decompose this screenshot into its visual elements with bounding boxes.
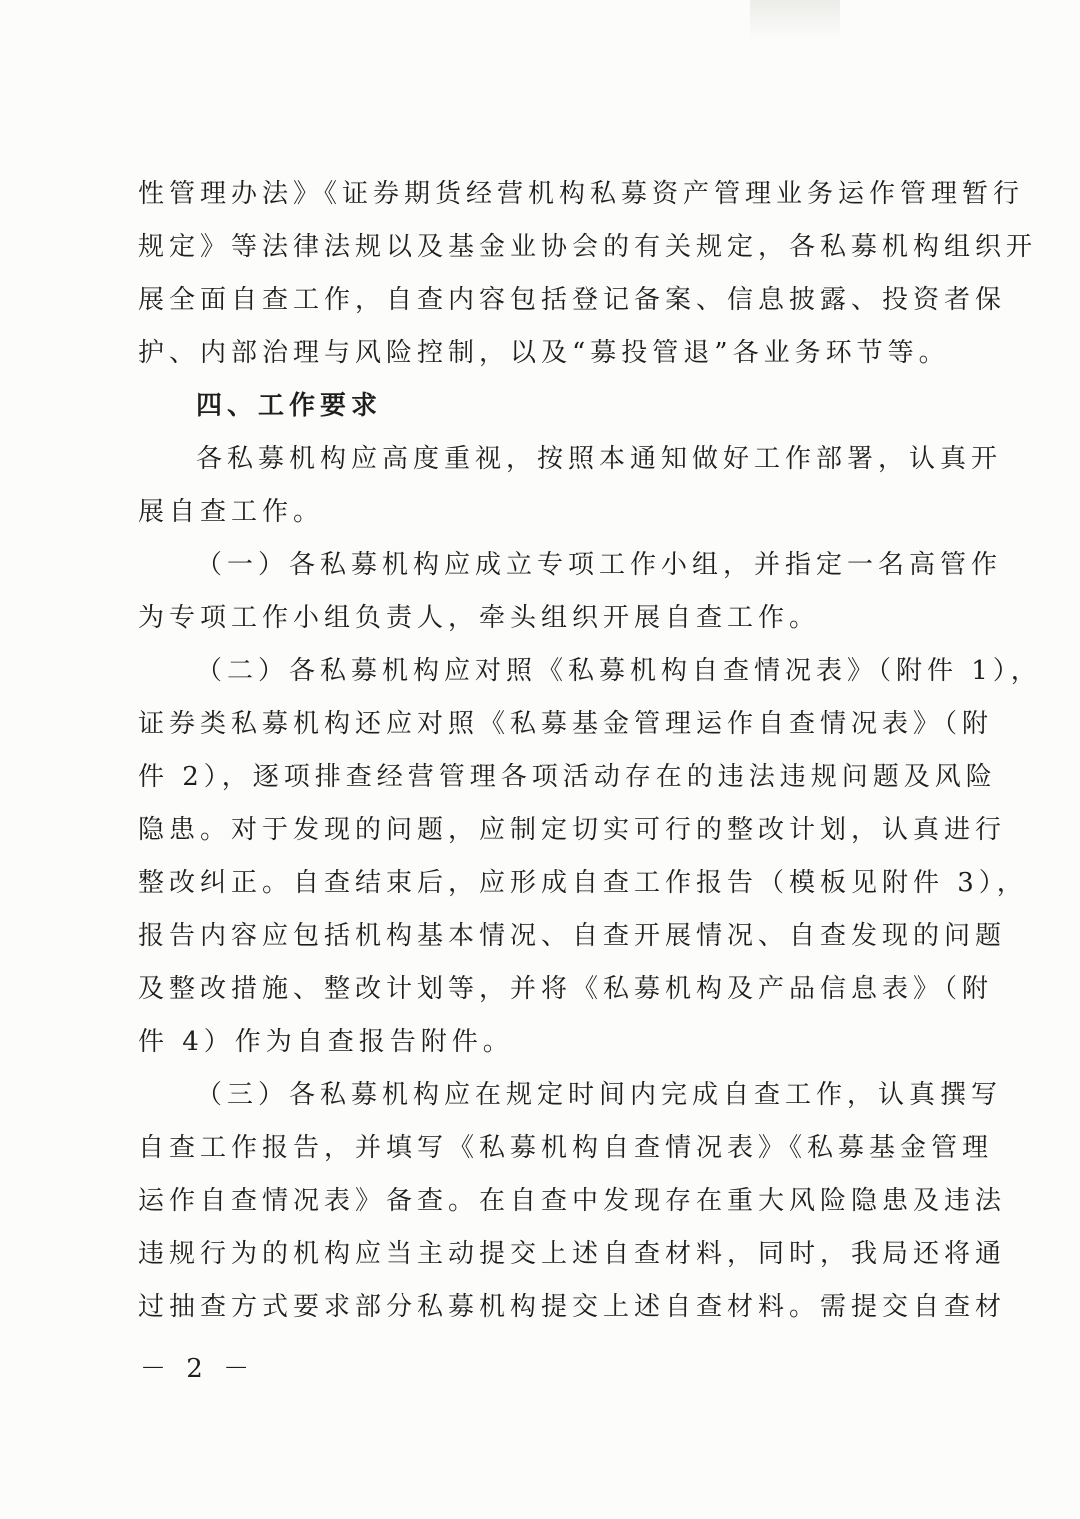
- document-body: [138, 168, 1042, 1334]
- page-number: － 2 －: [140, 1354, 256, 1384]
- text-line: 性管理办法》《证券期货经营机构私募资产管理业务运作管理暂行: [138, 179, 1025, 209]
- text-line: 及整改措施、整改计划等，并将《私募机构及产品信息表》（附: [138, 974, 994, 1004]
- text-line: 报告内容应包括机构基本情况、自查开展情况、自查发现的问题: [138, 921, 1007, 951]
- text-line: 件 2），逐项排查经营管理各项活动存在的违法违规问题及风险: [138, 762, 997, 792]
- scan-artifact: [750, 0, 840, 40]
- text-line: 规定》等法律法规以及基金业协会的有关规定，各私募机构组织开: [138, 232, 1038, 262]
- text-line: 为专项工作小组负责人，牵头组织开展自查工作。: [138, 603, 821, 633]
- text-line: 证券类私募机构还应对照《私募基金管理运作自查情况表》（附: [138, 709, 994, 739]
- text-line: （三）各私募机构应在规定时间内完成自查工作，认真撰写: [196, 1080, 1003, 1110]
- text-line: 展全面自查工作，自查内容包括登记备案、信息披露、投资者保: [138, 285, 1007, 315]
- text-line: 护、内部治理与风险控制，以及“募投管退”各业务环节等。: [138, 338, 950, 368]
- text-line: 隐患。对于发现的问题，应制定切实可行的整改计划，认真进行: [138, 815, 1007, 845]
- text-line: 各私募机构应高度重视，按照本通知做好工作部署，认真开: [196, 444, 1003, 474]
- section-heading: 四、工作要求: [196, 391, 383, 421]
- text-line: 整改纠正。自查结束后，应形成自查工作报告（模板见附件 3），: [138, 868, 1028, 898]
- text-line: 运作自查情况表》备查。在自查中发现存在重大风险隐患及违法: [138, 1186, 1007, 1216]
- text-line: 件 4）作为自查报告附件。: [138, 1027, 514, 1057]
- text-line: （一）各私募机构应成立专项工作小组，并指定一名高管作: [196, 550, 1003, 580]
- text-line: （二）各私募机构应对照《私募机构自查情况表》（附件 1），: [196, 656, 1042, 686]
- text-line: 过抽查方式要求部分私募机构提交上述自查材料。需提交自查材: [138, 1292, 1007, 1322]
- text-line: 违规行为的机构应当主动提交上述自查材料，同时，我局还将通: [138, 1239, 1007, 1269]
- text-line: 展自查工作。: [138, 497, 325, 527]
- text-line: 自查工作报告，并填写《私募机构自查情况表》《私募基金管理: [138, 1133, 994, 1163]
